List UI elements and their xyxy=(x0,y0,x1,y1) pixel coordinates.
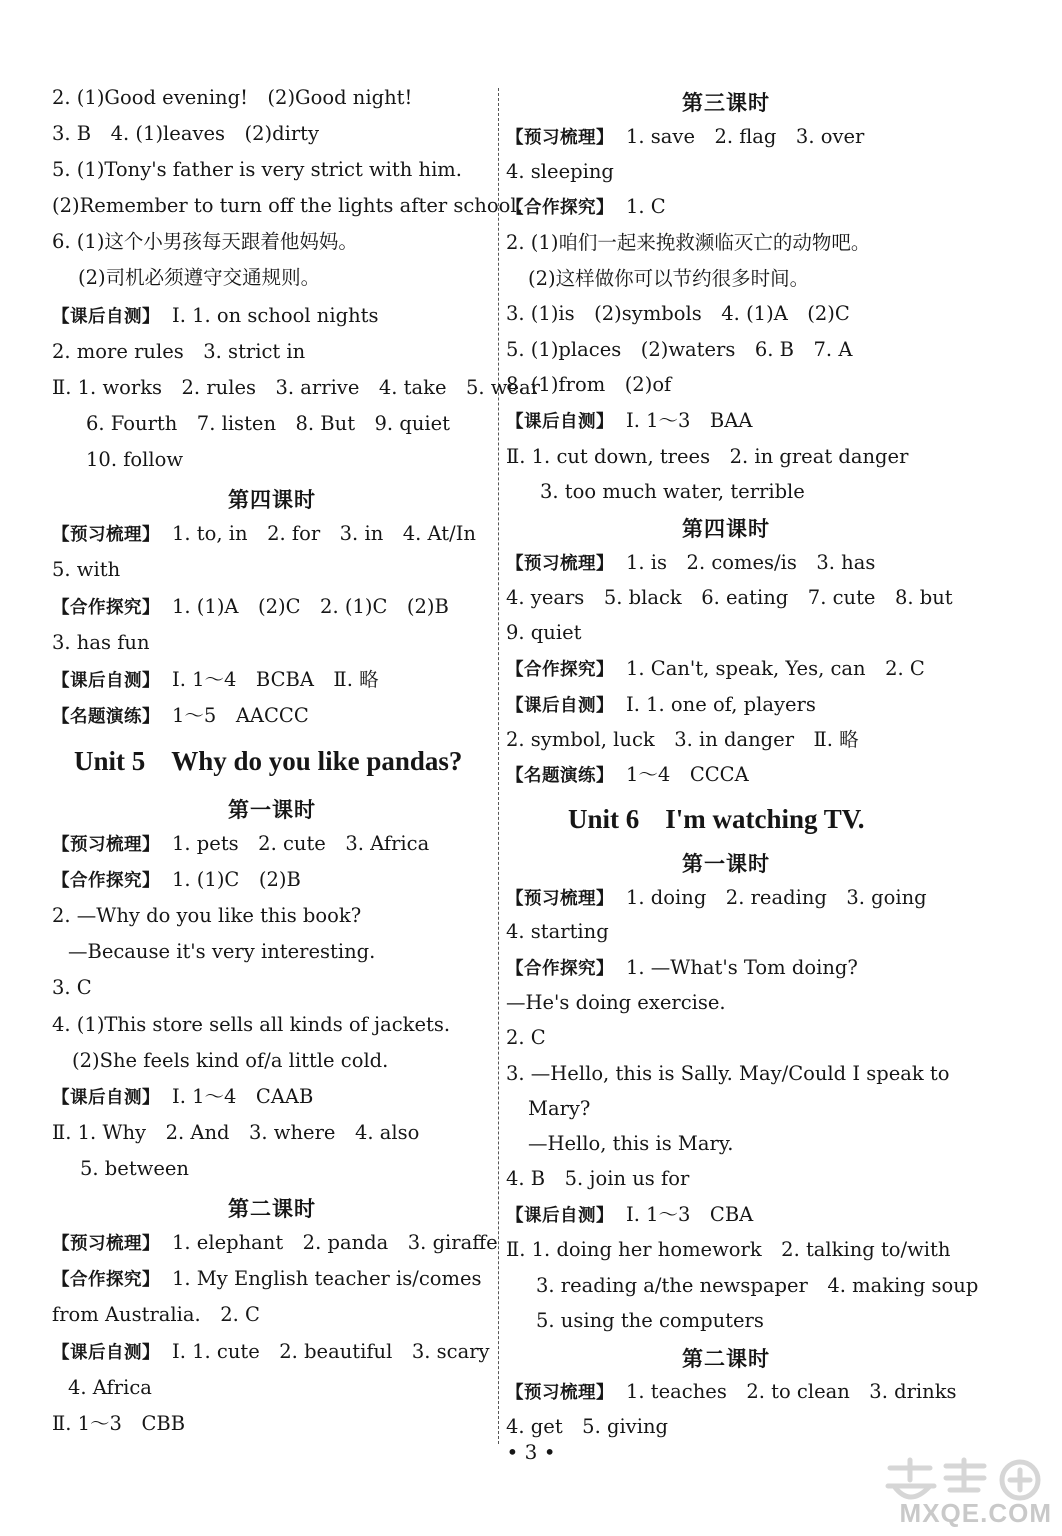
answer-line xyxy=(52,868,301,893)
answer-line xyxy=(506,409,752,434)
unit-title: Why do you like pandas? xyxy=(171,746,463,776)
answer-line: 4. years 5. black 6. eating 7. cute 8. but xyxy=(506,586,953,609)
answer-line: 4. (1)This store sells all kinds of jackets. xyxy=(52,1013,451,1036)
section-tag: 【课后自测】 xyxy=(506,1206,614,1226)
answer-line: from Australia. 2. C xyxy=(52,1303,260,1326)
answer-line: Ⅱ. 1. cut down, trees 2. in great danger xyxy=(506,445,909,468)
answer-text: 1. —What's Tom doing? xyxy=(626,956,858,979)
lesson-heading: 第二课时 xyxy=(228,1197,316,1221)
lesson-heading: 第一课时 xyxy=(228,798,316,822)
answer-line: 6. (1)这个小男孩每天跟着他妈妈。 xyxy=(52,230,358,253)
answer-line: (2)司机必须遵守交通规则。 xyxy=(78,266,321,289)
answer-line: —Hello, this is Mary. xyxy=(528,1132,734,1155)
section-tag: 【合作探究】 xyxy=(506,660,614,680)
answer-line: 5. between xyxy=(80,1157,189,1180)
answer-line: 10. follow xyxy=(86,448,184,471)
lesson-heading: 第一课时 xyxy=(682,852,770,876)
section-tag: 【预习梳理】 xyxy=(52,1234,160,1254)
answer-line xyxy=(506,886,927,911)
answer-line: —Because it's very interesting. xyxy=(68,940,376,963)
answer-line: (2)She feels kind of/a little cold. xyxy=(72,1049,389,1072)
answer-text: 1. C xyxy=(626,195,666,218)
answer-line: 2. (1)Good evening! (2)Good night! xyxy=(52,86,413,109)
answer-line: 9. quiet xyxy=(506,621,582,644)
answer-line: 3. B 4. (1)leaves (2)dirty xyxy=(52,122,320,145)
answer-line: 3. too much water, terrible xyxy=(540,480,805,503)
section-tag: 【合作探究】 xyxy=(52,598,160,618)
answer-line: 3. (1)is (2)symbols 4. (1)A (2)C xyxy=(506,302,850,325)
answer-line: 3. —Hello, this is Sally. May/Could I speak to xyxy=(506,1062,950,1085)
answer-text: Ⅰ. 1. on school nights xyxy=(172,304,379,327)
section-tag: 【合作探究】 xyxy=(52,1270,160,1290)
answer-line: 2. (1)咱们一起来挽救濒临灭亡的动物吧。 xyxy=(506,231,871,254)
page-number: • 3 • xyxy=(506,1440,556,1464)
section-tag: 【合作探究】 xyxy=(506,198,614,218)
answer-line: 3. reading a/the newspaper 4. making soup xyxy=(536,1274,979,1297)
section-tag: 【名题演练】 xyxy=(506,766,614,786)
answer-line: 6. Fourth 7. listen 8. But 9. quiet xyxy=(86,412,450,435)
answer-text: Ⅰ. 1. one of, players xyxy=(626,693,816,716)
answer-line xyxy=(52,1267,482,1292)
section-tag: 【课后自测】 xyxy=(52,1343,160,1363)
answer-text: 1. (1)A (2)C 2. (1)C (2)B xyxy=(172,595,449,618)
answer-line xyxy=(52,704,309,729)
unit-number: Unit 5 xyxy=(74,746,146,776)
answer-line xyxy=(506,125,864,150)
answer-text: Ⅰ. 1～4 CAAB xyxy=(172,1085,314,1108)
answer-line xyxy=(52,522,476,547)
section-tag: 【预习梳理】 xyxy=(506,1383,614,1403)
answer-line: 5. (1)places (2)waters 6. B 7. A xyxy=(506,338,853,361)
answer-line: 4. sleeping xyxy=(506,160,614,183)
answer-line xyxy=(506,1380,957,1405)
answer-text: 1～5 AACCC xyxy=(172,704,309,727)
section-tag: 【课后自测】 xyxy=(52,307,160,327)
answer-line: —He's doing exercise. xyxy=(506,991,726,1014)
answer-line: 3. has fun xyxy=(52,631,150,654)
answer-line xyxy=(506,551,875,576)
answer-text: 1～4 CCCA xyxy=(626,763,749,786)
answer-line: 5. using the computers xyxy=(536,1309,764,1332)
answer-line xyxy=(506,763,749,788)
answer-text: 1. (1)C (2)B xyxy=(172,868,301,891)
answer-line xyxy=(506,657,925,682)
answer-line: 4. B 5. join us for xyxy=(506,1167,690,1190)
answer-text: 1. Can't, speak, Yes, can 2. C xyxy=(626,657,925,680)
answer-line xyxy=(52,1340,490,1365)
answer-text: 1. pets 2. cute 3. Africa xyxy=(172,832,430,855)
answer-line xyxy=(52,595,449,620)
answer-text: Ⅰ. 1～3 CBA xyxy=(626,1203,754,1226)
answer-line: 2. —Why do you like this book? xyxy=(52,904,362,927)
section-tag: 【合作探究】 xyxy=(506,959,614,979)
answer-line: Ⅱ. 1. works 2. rules 3. arrive 4. take 5. wear xyxy=(52,376,540,399)
section-tag: 【合作探究】 xyxy=(52,871,160,891)
answer-line: 4. starting xyxy=(506,920,609,943)
section-tag: 【预习梳理】 xyxy=(52,525,160,545)
section-tag: 【课后自测】 xyxy=(52,1088,160,1108)
answer-line: 5. with xyxy=(52,558,121,581)
answer-line xyxy=(52,1231,498,1256)
column-divider xyxy=(498,88,499,1444)
answer-text: 1. teaches 2. to clean 3. drinks xyxy=(626,1380,957,1403)
lesson-heading: 第四课时 xyxy=(682,517,770,541)
answer-line xyxy=(52,304,378,329)
unit-number: Unit 6 xyxy=(568,804,640,834)
answer-line xyxy=(506,956,858,981)
answer-text: 1. My English teacher is/comes xyxy=(172,1267,482,1290)
answer-line: Mary? xyxy=(528,1097,591,1120)
answer-line xyxy=(506,693,816,718)
answer-line: 4. Africa xyxy=(68,1376,152,1399)
answer-line: Ⅱ. 1. doing her homework 2. talking to/with xyxy=(506,1238,951,1261)
watermark-text: MXQE.COM xyxy=(899,1498,1052,1528)
answer-line xyxy=(52,1085,313,1110)
section-tag: 【课后自测】 xyxy=(52,671,160,691)
section-tag: 【课后自测】 xyxy=(506,412,614,432)
answer-text: Ⅰ. 1. cute 2. beautiful 3. scary xyxy=(172,1340,490,1363)
lesson-heading: 第四课时 xyxy=(228,488,316,512)
answer-line: 5. (1)Tony's father is very strict with him. xyxy=(52,158,462,181)
answer-line: Ⅱ. 1～3 CBB xyxy=(52,1412,186,1435)
unit-heading xyxy=(74,745,462,777)
answer-line: (2)Remember to turn off the lights after school. xyxy=(52,194,523,217)
section-tag: 【预习梳理】 xyxy=(506,889,614,909)
answer-line: 4. get 5. giving xyxy=(506,1415,668,1438)
answer-text: Ⅰ. 1～3 BAA xyxy=(626,409,753,432)
answer-text: 1. to, in 2. for 3. in 4. At/In xyxy=(172,522,476,545)
lesson-heading: 第三课时 xyxy=(682,91,770,115)
answer-line: 8. (1)from (2)of xyxy=(506,373,672,396)
section-tag: 【预习梳理】 xyxy=(506,128,614,148)
answer-line xyxy=(52,668,379,693)
unit-title: I'm watching TV. xyxy=(665,804,865,834)
lesson-heading: 第二课时 xyxy=(682,1347,770,1371)
answer-line: Ⅱ. 1. Why 2. And 3. where 4. also xyxy=(52,1121,420,1144)
answer-line: 2. more rules 3. strict in xyxy=(52,340,306,363)
answer-line: (2)这样做你可以节约很多时间。 xyxy=(528,267,810,290)
answer-line xyxy=(52,832,429,857)
answer-text: Ⅰ. 1～4 BCBA Ⅱ. 略 xyxy=(172,668,379,691)
answer-text: 1. doing 2. reading 3. going xyxy=(626,886,927,909)
answer-line xyxy=(506,1203,753,1228)
answer-line: 2. symbol, luck 3. in danger Ⅱ. 略 xyxy=(506,728,859,751)
answer-line xyxy=(506,195,666,220)
answer-line: 3. C xyxy=(52,976,92,999)
answer-text: 1. is 2. comes/is 3. has xyxy=(626,551,876,574)
answer-line: 2. C xyxy=(506,1026,546,1049)
answer-text: 1. save 2. flag 3. over xyxy=(626,125,865,148)
section-tag: 【预习梳理】 xyxy=(52,835,160,855)
section-tag: 【名题演练】 xyxy=(52,707,160,727)
section-tag: 【预习梳理】 xyxy=(506,554,614,574)
section-tag: 【课后自测】 xyxy=(506,696,614,716)
unit-heading xyxy=(568,803,865,835)
answer-text: 1. elephant 2. panda 3. giraffe xyxy=(172,1231,498,1254)
